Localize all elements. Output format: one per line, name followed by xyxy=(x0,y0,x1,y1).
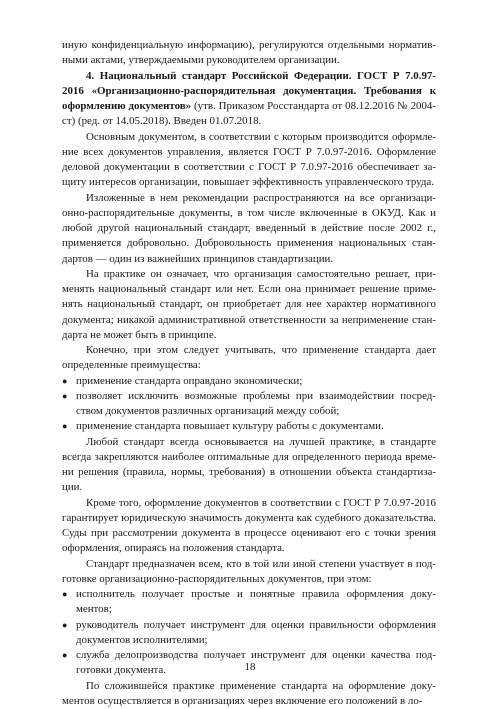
paragraph-intro-continuation: иную конфиденциальную информацию), регулируются отдельными нормативными актами, утверждаемыми руководителем организации. xyxy=(62,38,436,69)
bullet-icon: ● xyxy=(62,374,67,389)
paragraph-gost-heading xyxy=(62,69,436,130)
list-item: ● служба делопроизводства получает инструмент для оценки качества подготовки документа. xyxy=(62,648,436,679)
paragraph-recommendations: Изложенные в нем рекомендации распространяются на все организационно-распорядительные документы, в том числе включенные в ОКУД. Как и любой другой национальный стандарт, введенный в действие после 2002 г., применяется добровольно. Добровольность применения национальных стандартов — один из важнейших принципов стандартизации. xyxy=(62,191,436,267)
list-item: ● применение стандарта оправдано экономически; xyxy=(62,374,436,389)
gost-approval-details: (утв. Приказом Росстандарта от 08.12.2016 № 2004-ст) (ред. от 14.05.2018). Введен 01.07.2018. xyxy=(62,100,436,127)
gost-title-bold: 4. Национальный стандарт Российской Федерации. ГОСТ Р 7.0.97-2016 «Организационно-распорядительная документация. Требования к оформлению документов» xyxy=(62,70,436,113)
page-number: 18 xyxy=(0,660,500,675)
paragraph-main-document: Основным документом, в соответствии с которым производится оформление всех документов управления, является ГОСТ Р 7.0.97-2016. Оформление деловой документации в соответствии с ГОСТ Р 7.0.97-2016 обеспечивает защиту интересов организации, повышает эффективность управленческого труда. xyxy=(62,130,436,191)
paragraph-legal-significance: Кроме того, оформление документов в соответствии с ГОСТ Р 7.0.97-2016 гарантирует юридическую значимость документа как судебного доказательства. Суды при рассмотрении документа в процессе оценивают его с точки зрения оформления, опираясь на положения стандарта. xyxy=(62,496,436,557)
list-item: ● позволяет исключить возможные проблемы при взаимодействии посредством документов различных организаций между собой; xyxy=(62,389,436,420)
paragraph-local-practice: По сложившейся практике применение стандарта на оформление документов осуществляется в организациях через включение его положений в ло- xyxy=(62,679,436,709)
advantages-list xyxy=(62,374,436,435)
list-item: ● руководитель получает инструмент для оценки правильности оформления документов исполнителями; xyxy=(62,618,436,649)
list-item: ● применение стандарта повышает культуру работы с документами. xyxy=(62,419,436,434)
paragraph-practice: На практике он означает, что организация самостоятельно решает, применять национальный стандарт или нет. Если она принимает решение применять национальный стандарт, он приобретает для нее характер нормативного документа; никакой административной ответственности за неприменение стандарта не может быть в принципе. xyxy=(62,267,436,343)
paragraph-advantages-intro: Конечно, при этом следует учитывать, что применение стандарта дает определенные преимущества: xyxy=(62,343,436,374)
bullet-icon: ● xyxy=(62,419,67,434)
bullet-icon: ● xyxy=(62,587,67,602)
bullet-icon: ● xyxy=(62,389,67,404)
bullet-icon: ● xyxy=(62,648,67,663)
paragraph-audience: Стандарт предназначен всем, кто в той или иной степени участвует в подготовке организационно-распорядительных документов, при этом: xyxy=(62,557,436,588)
paragraph-best-practice: Любой стандарт всегда основывается на лучшей практике, в стандарте всегда закрепляются наиболее оптимальные для определенного периода времени решения (правила, нормы, требования) в отношении объекта стандартизации. xyxy=(62,435,436,496)
bullet-icon: ● xyxy=(62,618,67,633)
list-item: ● исполнитель получает простые и понятные правила оформления документов; xyxy=(62,587,436,618)
